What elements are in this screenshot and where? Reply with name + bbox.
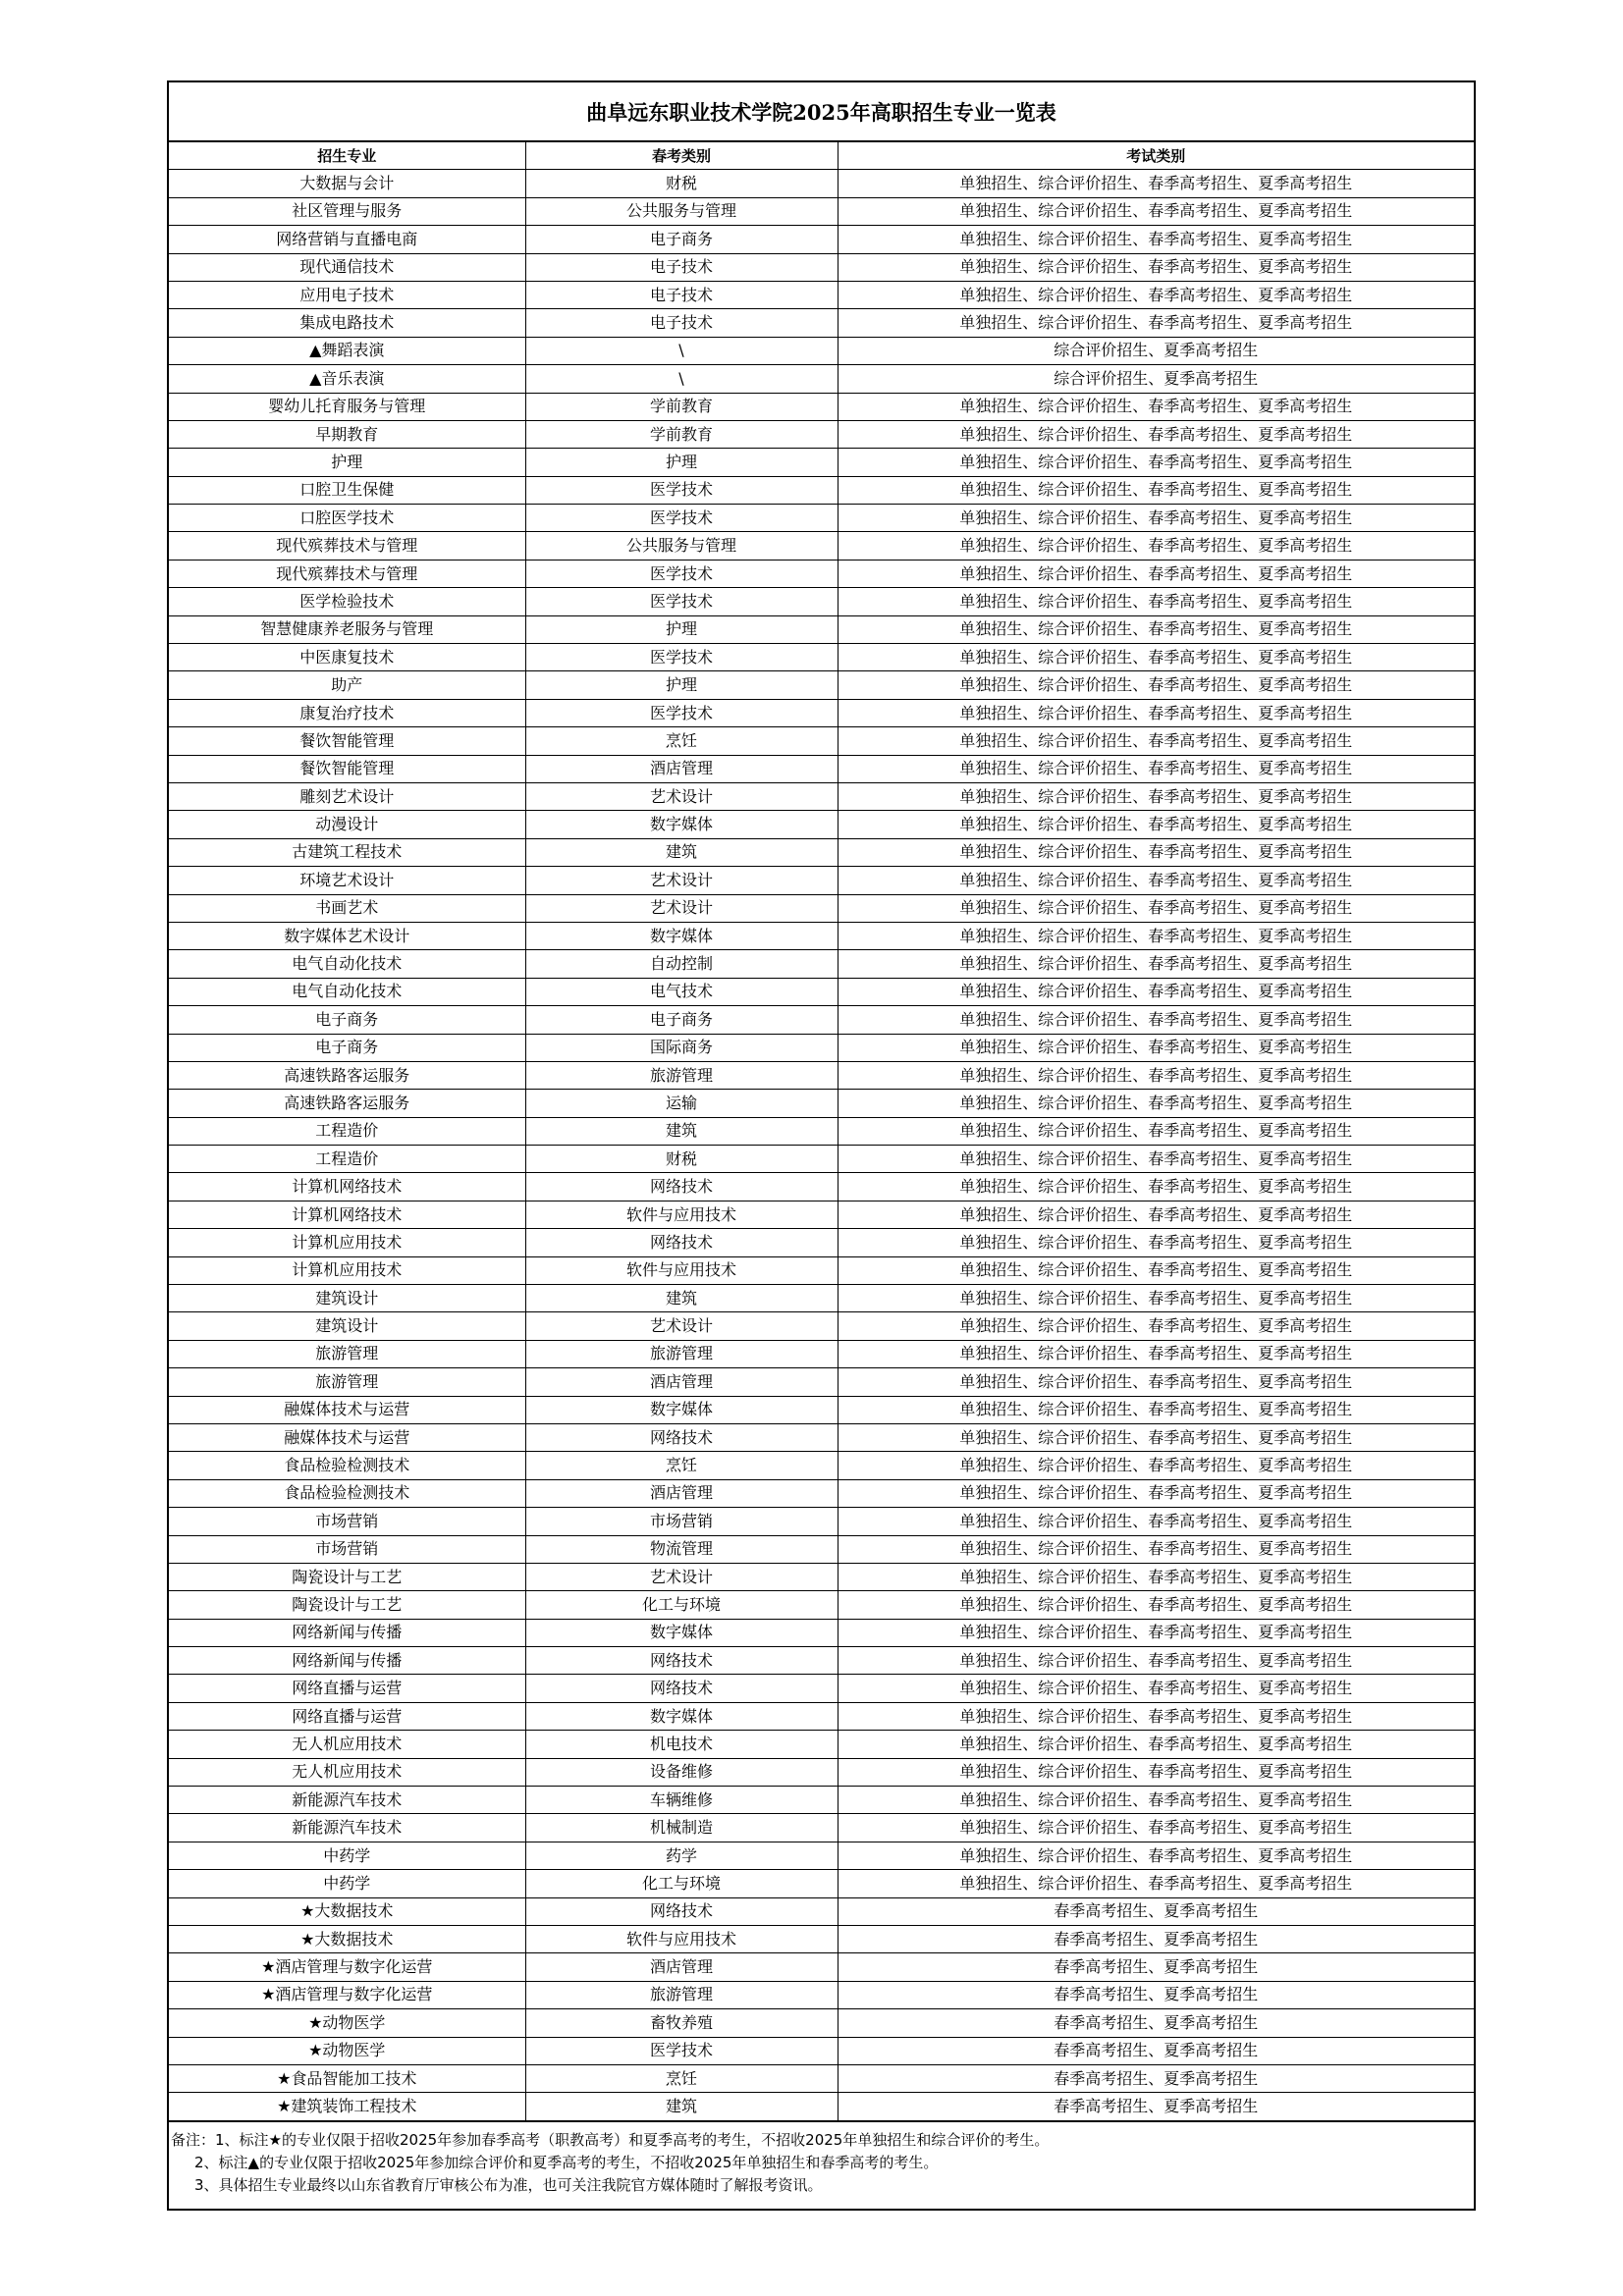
- note-3: 3、具体招生专业最终以山东省教育厅审核公布为准，也可关注我院官方媒体随时了解报考资讯。: [194, 2175, 823, 2194]
- table-row: [169, 1034, 1474, 1061]
- table-row: [169, 755, 1474, 782]
- cell-spring-category: 公共服务与管理: [525, 532, 838, 560]
- cell-spring-category: 数字媒体: [525, 1396, 838, 1423]
- table-row: [169, 1981, 1474, 2008]
- cell-exam-type: 单独招生、综合评价招生、春季高考招生、夏季高考招生: [838, 1034, 1474, 1061]
- cell-spring-category: 建筑: [525, 1285, 838, 1312]
- cell-exam-type: 单独招生、综合评价招生、春季高考招生、夏季高考招生: [838, 1256, 1474, 1284]
- cell-exam-type: 单独招生、综合评价招生、春季高考招生、夏季高考招生: [838, 894, 1474, 922]
- table-row: [169, 505, 1474, 532]
- cell-exam-type: 单独招生、综合评价招生、春季高考招生、夏季高考招生: [838, 1479, 1474, 1507]
- cell-spring-category: 酒店管理: [525, 1368, 838, 1396]
- cell-spring-category: 医学技术: [525, 588, 838, 615]
- cell-major: ★食品智能加工技术: [169, 2064, 525, 2092]
- table-row: [169, 922, 1474, 949]
- cell-exam-type: 单独招生、综合评价招生、春季高考招生、夏季高考招生: [838, 867, 1474, 894]
- cell-spring-category: 自动控制: [525, 950, 838, 978]
- cell-major: 高速铁路客运服务: [169, 1061, 525, 1089]
- cell-major: 网络直播与运营: [169, 1702, 525, 1730]
- table-row: [169, 1953, 1474, 1981]
- cell-exam-type: 单独招生、综合评价招生、春季高考招生、夏季高考招生: [838, 1173, 1474, 1201]
- cell-major: 中药学: [169, 1870, 525, 1897]
- cell-spring-category: 护理: [525, 449, 838, 476]
- cell-exam-type: 单独招生、综合评价招生、春季高考招生、夏季高考招生: [838, 1814, 1474, 1842]
- cell-exam-type: 单独招生、综合评价招生、春季高考招生、夏季高考招生: [838, 1591, 1474, 1619]
- cell-exam-type: 春季高考招生、夏季高考招生: [838, 1981, 1474, 2008]
- table-row: [169, 2064, 1474, 2092]
- cell-exam-type: 单独招生、综合评价招生、春季高考招生、夏季高考招生: [838, 1229, 1474, 1256]
- header-major: 招生专业: [169, 142, 525, 170]
- cell-spring-category: 医学技术: [525, 505, 838, 532]
- cell-exam-type: 春季高考招生、夏季高考招生: [838, 1897, 1474, 1925]
- cell-major: ★动物医学: [169, 2037, 525, 2064]
- table-row: [169, 1647, 1474, 1675]
- table-row: [169, 811, 1474, 838]
- cell-exam-type: 单独招生、综合评价招生、春季高考招生、夏季高考招生: [838, 782, 1474, 810]
- table-row: [169, 449, 1474, 476]
- table-row: [169, 1842, 1474, 1869]
- cell-spring-category: 旅游管理: [525, 1061, 838, 1089]
- cell-spring-category: 医学技术: [525, 2037, 838, 2064]
- cell-spring-category: 车辆维修: [525, 1787, 838, 1814]
- cell-spring-category: \: [525, 337, 838, 364]
- cell-major: 助产: [169, 671, 525, 699]
- cell-spring-category: 软件与应用技术: [525, 1201, 838, 1228]
- cell-major: 电气自动化技术: [169, 978, 525, 1005]
- cell-major: 融媒体技术与运营: [169, 1423, 525, 1451]
- enrollment-sheet: [167, 80, 1476, 2211]
- cell-spring-category: 酒店管理: [525, 1479, 838, 1507]
- cell-exam-type: 单独招生、综合评价招生、春季高考招生、夏季高考招生: [838, 253, 1474, 281]
- cell-exam-type: 春季高考招生、夏季高考招生: [838, 2009, 1474, 2037]
- table-row: [169, 1173, 1474, 1201]
- cell-major: 社区管理与服务: [169, 197, 525, 225]
- table-row: [169, 1870, 1474, 1897]
- cell-exam-type: 单独招生、综合评价招生、春季高考招生、夏季高考招生: [838, 1702, 1474, 1730]
- cell-exam-type: 单独招生、综合评价招生、春季高考招生、夏季高考招生: [838, 1285, 1474, 1312]
- cell-exam-type: 单独招生、综合评价招生、春季高考招生、夏季高考招生: [838, 1758, 1474, 1786]
- table-row: [169, 337, 1474, 364]
- page-title: 曲阜远东职业技术学院2025年高职招生专业一览表: [169, 82, 1474, 142]
- cell-exam-type: 单独招生、综合评价招生、春季高考招生、夏季高考招生: [838, 393, 1474, 420]
- cell-exam-type: 综合评价招生、夏季高考招生: [838, 365, 1474, 393]
- cell-spring-category: 网络技术: [525, 1423, 838, 1451]
- cell-major: ★酒店管理与数字化运营: [169, 1981, 525, 2008]
- cell-spring-category: 数字媒体: [525, 1702, 838, 1730]
- header-spring-category: 春考类别: [525, 142, 838, 170]
- cell-major: 陶瓷设计与工艺: [169, 1591, 525, 1619]
- table-row: [169, 532, 1474, 560]
- cell-spring-category: 护理: [525, 615, 838, 643]
- cell-major: ▲舞蹈表演: [169, 337, 525, 364]
- notes-section: [169, 2122, 1474, 2209]
- cell-spring-category: 电气技术: [525, 978, 838, 1005]
- cell-spring-category: 艺术设计: [525, 894, 838, 922]
- cell-exam-type: 单独招生、综合评价招生、春季高考招生、夏季高考招生: [838, 505, 1474, 532]
- cell-exam-type: 单独招生、综合评价招生、春季高考招生、夏季高考招生: [838, 727, 1474, 755]
- cell-spring-category: 烹饪: [525, 2064, 838, 2092]
- cell-major: 建筑设计: [169, 1285, 525, 1312]
- cell-major: 网络营销与直播电商: [169, 226, 525, 253]
- cell-exam-type: 单独招生、综合评价招生、春季高考招生、夏季高考招生: [838, 1731, 1474, 1758]
- cell-major: 高速铁路客运服务: [169, 1090, 525, 1117]
- cell-major: 动漫设计: [169, 811, 525, 838]
- cell-spring-category: 旅游管理: [525, 1340, 838, 1367]
- cell-spring-category: 财税: [525, 170, 838, 197]
- cell-exam-type: 单独招生、综合评价招生、春季高考招生、夏季高考招生: [838, 1312, 1474, 1340]
- cell-major: 集成电路技术: [169, 309, 525, 337]
- table-row: [169, 1702, 1474, 1730]
- cell-major: 现代殡葬技术与管理: [169, 560, 525, 587]
- cell-major: 应用电子技术: [169, 281, 525, 308]
- table-row: [169, 1731, 1474, 1758]
- cell-spring-category: 机电技术: [525, 1731, 838, 1758]
- cell-exam-type: 单独招生、综合评价招生、春季高考招生、夏季高考招生: [838, 1423, 1474, 1451]
- cell-major: 计算机网络技术: [169, 1201, 525, 1228]
- cell-major: 建筑设计: [169, 1312, 525, 1340]
- table-row: [169, 644, 1474, 671]
- cell-spring-category: 数字媒体: [525, 811, 838, 838]
- cell-spring-category: 物流管理: [525, 1535, 838, 1563]
- cell-exam-type: 单独招生、综合评价招生、春季高考招生、夏季高考招生: [838, 476, 1474, 504]
- table-row: [169, 727, 1474, 755]
- cell-spring-category: 烹饪: [525, 1452, 838, 1479]
- cell-spring-category: 艺术设计: [525, 782, 838, 810]
- table-row: [169, 281, 1474, 308]
- cell-spring-category: 网络技术: [525, 1173, 838, 1201]
- cell-major: ★大数据技术: [169, 1897, 525, 1925]
- cell-exam-type: 单独招生、综合评价招生、春季高考招生、夏季高考招生: [838, 838, 1474, 866]
- cell-major: ★酒店管理与数字化运营: [169, 1953, 525, 1981]
- cell-exam-type: 单独招生、综合评价招生、春季高考招生、夏季高考招生: [838, 1340, 1474, 1367]
- cell-major: 计算机应用技术: [169, 1256, 525, 1284]
- table-row: [169, 838, 1474, 866]
- table-row: [169, 1814, 1474, 1842]
- table-row: [169, 894, 1474, 922]
- cell-major: 网络新闻与传播: [169, 1619, 525, 1646]
- cell-exam-type: 单独招生、综合评价招生、春季高考招生、夏季高考招生: [838, 1563, 1474, 1590]
- table-row: [169, 699, 1474, 726]
- cell-exam-type: 单独招生、综合评价招生、春季高考招生、夏季高考招生: [838, 1508, 1474, 1535]
- table-row: [169, 1563, 1474, 1590]
- cell-exam-type: 单独招生、综合评价招生、春季高考招生、夏季高考招生: [838, 1090, 1474, 1117]
- table-row: [169, 1368, 1474, 1396]
- table-row: [169, 950, 1474, 978]
- table-row: [169, 1340, 1474, 1367]
- table-row: [169, 1619, 1474, 1646]
- cell-exam-type: 单独招生、综合评价招生、春季高考招生、夏季高考招生: [838, 420, 1474, 448]
- cell-major: 计算机网络技术: [169, 1173, 525, 1201]
- cell-exam-type: 单独招生、综合评价招生、春季高考招生、夏季高考招生: [838, 197, 1474, 225]
- cell-spring-category: 数字媒体: [525, 1619, 838, 1646]
- cell-exam-type: 单独招生、综合评价招生、春季高考招生、夏季高考招生: [838, 644, 1474, 671]
- cell-exam-type: 春季高考招生、夏季高考招生: [838, 2037, 1474, 2064]
- cell-major: 旅游管理: [169, 1368, 525, 1396]
- cell-major: 环境艺术设计: [169, 867, 525, 894]
- cell-spring-category: 建筑: [525, 838, 838, 866]
- cell-major: 中医康复技术: [169, 644, 525, 671]
- cell-exam-type: 单独招生、综合评价招生、春季高考招生、夏季高考招生: [838, 922, 1474, 949]
- cell-major: 市场营销: [169, 1535, 525, 1563]
- table-row: [169, 782, 1474, 810]
- cell-exam-type: 单独招生、综合评价招生、春季高考招生、夏季高考招生: [838, 1619, 1474, 1646]
- cell-exam-type: 单独招生、综合评价招生、春季高考招生、夏季高考招生: [838, 309, 1474, 337]
- cell-spring-category: 化工与环境: [525, 1591, 838, 1619]
- cell-spring-category: 电子商务: [525, 1006, 838, 1034]
- cell-spring-category: 公共服务与管理: [525, 197, 838, 225]
- table-row: [169, 170, 1474, 197]
- table-row: [169, 1006, 1474, 1034]
- cell-spring-category: 护理: [525, 671, 838, 699]
- cell-spring-category: 网络技术: [525, 1229, 838, 1256]
- cell-exam-type: 单独招生、综合评价招生、春季高考招生、夏季高考招生: [838, 811, 1474, 838]
- cell-spring-category: 软件与应用技术: [525, 1256, 838, 1284]
- cell-major: 大数据与会计: [169, 170, 525, 197]
- cell-major: 工程造价: [169, 1117, 525, 1145]
- table-row: [169, 1452, 1474, 1479]
- cell-exam-type: 单独招生、综合评价招生、春季高考招生、夏季高考招生: [838, 671, 1474, 699]
- cell-spring-category: 机械制造: [525, 1814, 838, 1842]
- cell-spring-category: 酒店管理: [525, 755, 838, 782]
- cell-major: 网络新闻与传播: [169, 1647, 525, 1675]
- table-row: [169, 476, 1474, 504]
- cell-spring-category: 医学技术: [525, 699, 838, 726]
- cell-spring-category: 电子技术: [525, 309, 838, 337]
- cell-spring-category: 药学: [525, 1842, 838, 1869]
- cell-exam-type: 单独招生、综合评价招生、春季高考招生、夏季高考招生: [838, 1146, 1474, 1173]
- cell-spring-category: 烹饪: [525, 727, 838, 755]
- cell-exam-type: 春季高考招生、夏季高考招生: [838, 2093, 1474, 2121]
- table-row: [169, 1591, 1474, 1619]
- cell-major: ★大数据技术: [169, 1926, 525, 1953]
- table-row: [169, 1146, 1474, 1173]
- table-row: [169, 1675, 1474, 1702]
- table-row: [169, 420, 1474, 448]
- cell-spring-category: 财税: [525, 1146, 838, 1173]
- table-row: [169, 1535, 1474, 1563]
- table-row: [169, 1285, 1474, 1312]
- cell-exam-type: 单独招生、综合评价招生、春季高考招生、夏季高考招生: [838, 978, 1474, 1005]
- table-row: [169, 1787, 1474, 1814]
- table-row: [169, 560, 1474, 587]
- cell-exam-type: 综合评价招生、夏季高考招生: [838, 337, 1474, 364]
- cell-major: 餐饮智能管理: [169, 727, 525, 755]
- cell-exam-type: 单独招生、综合评价招生、春季高考招生、夏季高考招生: [838, 226, 1474, 253]
- table-row: [169, 588, 1474, 615]
- cell-major: ★动物医学: [169, 2009, 525, 2037]
- cell-spring-category: 数字媒体: [525, 922, 838, 949]
- cell-major: 食品检验检测技术: [169, 1452, 525, 1479]
- cell-spring-category: 旅游管理: [525, 1981, 838, 2008]
- cell-exam-type: 单独招生、综合评价招生、春季高考招生、夏季高考招生: [838, 281, 1474, 308]
- table-row: [169, 1396, 1474, 1423]
- cell-spring-category: 国际商务: [525, 1034, 838, 1061]
- cell-exam-type: 单独招生、综合评价招生、春季高考招生、夏季高考招生: [838, 699, 1474, 726]
- cell-exam-type: 春季高考招生、夏季高考招生: [838, 1953, 1474, 1981]
- cell-spring-category: 医学技术: [525, 560, 838, 587]
- cell-major: 工程造价: [169, 1146, 525, 1173]
- table-row: [169, 2037, 1474, 2064]
- cell-exam-type: 单独招生、综合评价招生、春季高考招生、夏季高考招生: [838, 532, 1474, 560]
- table-row: [169, 1897, 1474, 1925]
- cell-major: ★建筑装饰工程技术: [169, 2093, 525, 2121]
- table-row: [169, 978, 1474, 1005]
- cell-spring-category: 学前教育: [525, 393, 838, 420]
- cell-spring-category: 电子商务: [525, 226, 838, 253]
- cell-exam-type: 春季高考招生、夏季高考招生: [838, 2064, 1474, 2092]
- table-row: [169, 1508, 1474, 1535]
- cell-major: 陶瓷设计与工艺: [169, 1563, 525, 1590]
- table-row: [169, 365, 1474, 393]
- cell-exam-type: 单独招生、综合评价招生、春季高考招生、夏季高考招生: [838, 1117, 1474, 1145]
- cell-exam-type: 单独招生、综合评价招生、春季高考招生、夏季高考招生: [838, 1787, 1474, 1814]
- cell-major: 餐饮智能管理: [169, 755, 525, 782]
- cell-spring-category: 设备维修: [525, 1758, 838, 1786]
- table-row: [169, 393, 1474, 420]
- table-row: [169, 197, 1474, 225]
- majors-table: [169, 142, 1474, 2122]
- table-row: [169, 253, 1474, 281]
- table-row: [169, 867, 1474, 894]
- cell-major: 电子商务: [169, 1034, 525, 1061]
- cell-spring-category: 医学技术: [525, 644, 838, 671]
- table-row: [169, 2093, 1474, 2121]
- table-row: [169, 1201, 1474, 1228]
- table-header-row: [169, 142, 1474, 170]
- cell-spring-category: 学前教育: [525, 420, 838, 448]
- cell-spring-category: 艺术设计: [525, 867, 838, 894]
- cell-major: 旅游管理: [169, 1340, 525, 1367]
- table-row: [169, 1229, 1474, 1256]
- cell-major: 康复治疗技术: [169, 699, 525, 726]
- cell-spring-category: 市场营销: [525, 1508, 838, 1535]
- cell-exam-type: 单独招生、综合评价招生、春季高考招生、夏季高考招生: [838, 1061, 1474, 1089]
- cell-exam-type: 单独招生、综合评价招生、春季高考招生、夏季高考招生: [838, 1396, 1474, 1423]
- cell-spring-category: 医学技术: [525, 476, 838, 504]
- cell-exam-type: 单独招生、综合评价招生、春季高考招生、夏季高考招生: [838, 1842, 1474, 1869]
- cell-major: 计算机应用技术: [169, 1229, 525, 1256]
- cell-exam-type: 单独招生、综合评价招生、春季高考招生、夏季高考招生: [838, 449, 1474, 476]
- cell-exam-type: 单独招生、综合评价招生、春季高考招生、夏季高考招生: [838, 560, 1474, 587]
- note-2: 2、标注▲的专业仅限于招收2025年参加综合评价和夏季高考的考生，不招收2025年单独招生和春季高考的考生。: [194, 2153, 939, 2171]
- cell-spring-category: 建筑: [525, 1117, 838, 1145]
- table-row: [169, 615, 1474, 643]
- cell-spring-category: 运输: [525, 1090, 838, 1117]
- cell-major: ▲音乐表演: [169, 365, 525, 393]
- cell-exam-type: 单独招生、综合评价招生、春季高考招生、夏季高考招生: [838, 1452, 1474, 1479]
- note-1: 备注：1、标注★的专业仅限于招收2025年参加春季高考（职教高考）和夏季高考的考生，不招收2025年单独招生和综合评价的考生。: [171, 2130, 1050, 2149]
- cell-spring-category: 网络技术: [525, 1675, 838, 1702]
- cell-major: 中药学: [169, 1842, 525, 1869]
- table-row: [169, 671, 1474, 699]
- cell-major: 医学检验技术: [169, 588, 525, 615]
- cell-major: 新能源汽车技术: [169, 1787, 525, 1814]
- table-row: [169, 1090, 1474, 1117]
- cell-spring-category: 艺术设计: [525, 1563, 838, 1590]
- table-row: [169, 1758, 1474, 1786]
- cell-major: 现代殡葬技术与管理: [169, 532, 525, 560]
- cell-exam-type: 单独招生、综合评价招生、春季高考招生、夏季高考招生: [838, 1201, 1474, 1228]
- cell-major: 护理: [169, 449, 525, 476]
- cell-major: 智慧健康养老服务与管理: [169, 615, 525, 643]
- cell-major: 数字媒体艺术设计: [169, 922, 525, 949]
- cell-major: 新能源汽车技术: [169, 1814, 525, 1842]
- cell-exam-type: 单独招生、综合评价招生、春季高考招生、夏季高考招生: [838, 755, 1474, 782]
- cell-major: 古建筑工程技术: [169, 838, 525, 866]
- cell-spring-category: 电子技术: [525, 281, 838, 308]
- table-row: [169, 1256, 1474, 1284]
- cell-exam-type: 单独招生、综合评价招生、春季高考招生、夏季高考招生: [838, 588, 1474, 615]
- cell-exam-type: 单独招生、综合评价招生、春季高考招生、夏季高考招生: [838, 1675, 1474, 1702]
- cell-major: 电子商务: [169, 1006, 525, 1034]
- cell-spring-category: 软件与应用技术: [525, 1926, 838, 1953]
- cell-major: 电气自动化技术: [169, 950, 525, 978]
- cell-spring-category: 艺术设计: [525, 1312, 838, 1340]
- cell-major: 雕刻艺术设计: [169, 782, 525, 810]
- table-row: [169, 226, 1474, 253]
- cell-exam-type: 单独招生、综合评价招生、春季高考招生、夏季高考招生: [838, 615, 1474, 643]
- cell-spring-category: 电子技术: [525, 253, 838, 281]
- cell-spring-category: 酒店管理: [525, 1953, 838, 1981]
- table-row: [169, 309, 1474, 337]
- cell-major: 融媒体技术与运营: [169, 1396, 525, 1423]
- table-row: [169, 1312, 1474, 1340]
- cell-spring-category: 网络技术: [525, 1647, 838, 1675]
- table-row: [169, 1926, 1474, 1953]
- cell-major: 口腔医学技术: [169, 505, 525, 532]
- cell-major: 现代通信技术: [169, 253, 525, 281]
- cell-exam-type: 单独招生、综合评价招生、春季高考招生、夏季高考招生: [838, 1535, 1474, 1563]
- cell-major: 无人机应用技术: [169, 1731, 525, 1758]
- cell-exam-type: 单独招生、综合评价招生、春季高考招生、夏季高考招生: [838, 1006, 1474, 1034]
- table-row: [169, 1117, 1474, 1145]
- cell-exam-type: 单独招生、综合评价招生、春季高考招生、夏季高考招生: [838, 950, 1474, 978]
- cell-spring-category: 畜牧养殖: [525, 2009, 838, 2037]
- cell-spring-category: 化工与环境: [525, 1870, 838, 1897]
- cell-major: 早期教育: [169, 420, 525, 448]
- cell-exam-type: 单独招生、综合评价招生、春季高考招生、夏季高考招生: [838, 1647, 1474, 1675]
- table-row: [169, 1479, 1474, 1507]
- cell-exam-type: 春季高考招生、夏季高考招生: [838, 1926, 1474, 1953]
- header-exam-type: 考试类别: [838, 142, 1474, 170]
- cell-major: 网络直播与运营: [169, 1675, 525, 1702]
- cell-spring-category: 建筑: [525, 2093, 838, 2121]
- table-row: [169, 2009, 1474, 2037]
- cell-major: 口腔卫生保健: [169, 476, 525, 504]
- cell-exam-type: 单独招生、综合评价招生、春季高考招生、夏季高考招生: [838, 170, 1474, 197]
- cell-major: 市场营销: [169, 1508, 525, 1535]
- cell-major: 书画艺术: [169, 894, 525, 922]
- cell-spring-category: \: [525, 365, 838, 393]
- cell-major: 无人机应用技术: [169, 1758, 525, 1786]
- table-row: [169, 1423, 1474, 1451]
- table-body: [169, 170, 1474, 2121]
- cell-exam-type: 单独招生、综合评价招生、春季高考招生、夏季高考招生: [838, 1368, 1474, 1396]
- table-row: [169, 1061, 1474, 1089]
- cell-major: 食品检验检测技术: [169, 1479, 525, 1507]
- cell-exam-type: 单独招生、综合评价招生、春季高考招生、夏季高考招生: [838, 1870, 1474, 1897]
- cell-major: 婴幼儿托育服务与管理: [169, 393, 525, 420]
- cell-spring-category: 网络技术: [525, 1897, 838, 1925]
